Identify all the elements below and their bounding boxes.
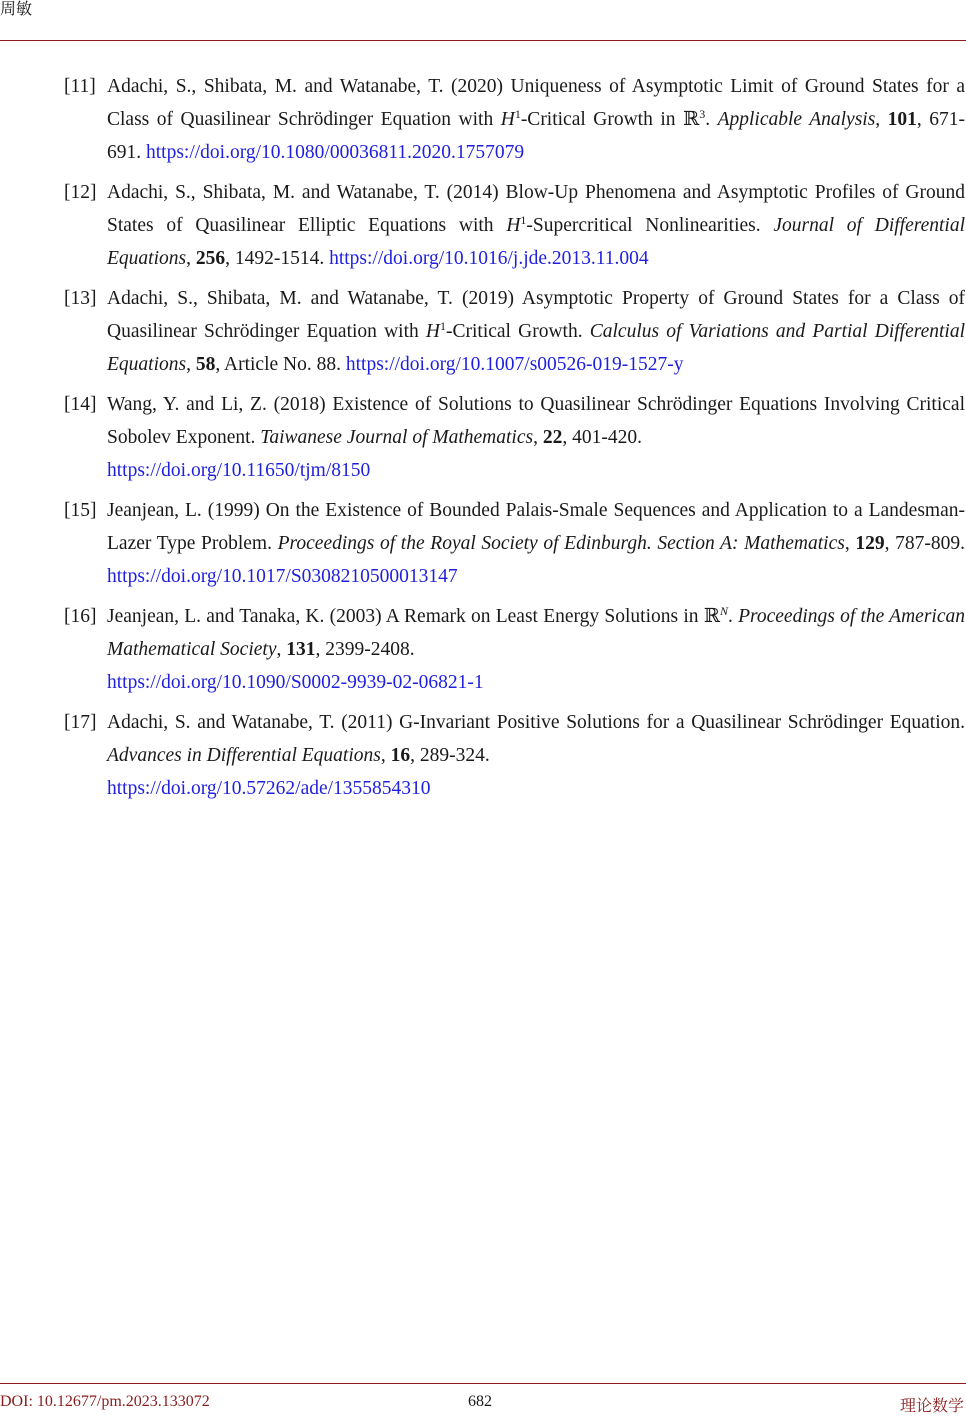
reference-item: [64, 494, 965, 593]
volume: 16: [390, 745, 411, 766]
pages: , 1492-1514.: [225, 248, 330, 269]
doi-link[interactable]: https://doi.org/10.1090/S0002-9939-02-06821-1: [107, 672, 484, 693]
reference-item: [64, 176, 965, 275]
separator: ,: [533, 427, 543, 448]
reference-label: [13]: [64, 288, 97, 309]
math-symbol: H: [425, 321, 440, 342]
math-symbol: H: [506, 215, 521, 236]
reference-item: [64, 706, 965, 805]
reference-label: [11]: [64, 76, 96, 97]
reference-text: Adachi, S., Shibata, M. and Watanabe, T. (2019) Asymptotic Property of Ground States for a Class of Quasilinear Schrödinger Equation with: [107, 288, 965, 342]
reference-body: [107, 388, 965, 487]
journal-name: Advances in Differential Equations: [107, 745, 381, 766]
superscript: 3: [699, 107, 706, 121]
separator: ,: [844, 533, 856, 554]
doi-link[interactable]: https://doi.org/10.1017/S0308210500013147: [107, 566, 458, 587]
reference-text: Adachi, S., Shibata, M. and Watanabe, T. (2020) Uniqueness of Asymptotic Limit of Ground States for a Class of Quasilinear Schrödinger Equation with: [107, 76, 965, 130]
pages: , 787-809.: [884, 533, 966, 554]
header-author: 周敏: [0, 1, 33, 18]
separator: ,: [380, 745, 391, 766]
separator: ,: [276, 639, 287, 660]
volume: 22: [542, 427, 563, 448]
reference-text: Adachi, S. and Watanabe, T. (2011) G-Invariant Positive Solutions for a Quasilinear Schrödinger Equation.: [107, 712, 965, 733]
reference-item: [64, 600, 965, 699]
reference-text: Jeanjean, L. (1999) On the Existence of Bounded Palais-Smale Sequences and Application to a Landesman-Lazer Type Problem.: [107, 500, 965, 554]
pages: , 401-420.: [562, 427, 642, 448]
footer-journal-name: 理论数学: [899, 1398, 964, 1415]
pages: , 671-691.: [107, 109, 966, 163]
reference-label: [14]: [64, 394, 97, 415]
reference-body: [107, 494, 965, 593]
reference-text: -Critical Growth in ℝ: [520, 109, 700, 130]
volume: 256: [195, 248, 226, 269]
reference-text: -Supercritical Nonlinearities.: [526, 215, 774, 236]
pages: , 289-324.: [410, 745, 490, 766]
page-footer: [0, 1383, 966, 1415]
volume: 129: [855, 533, 885, 554]
footer-doi: DOI: 10.12677/pm.2023.133072: [0, 1393, 210, 1410]
reference-body: [107, 282, 965, 381]
journal-name: Proceedings of the American Mathematical Society: [107, 606, 965, 660]
reference-item: [64, 388, 965, 487]
reference-text: .: [705, 109, 718, 130]
reference-body: [107, 176, 965, 275]
journal-name: Proceedings of the Royal Society of Edinburgh. Section A: Mathematics: [277, 533, 845, 554]
reference-label: [17]: [64, 712, 97, 733]
reference-item: [64, 70, 965, 169]
reference-text: -Critical Growth.: [446, 321, 590, 342]
reference-text: Wang, Y. and Li, Z. (2018) Existence of Solutions to Quasilinear Schrödinger Equations Involving Critical Sobolev Exponent.: [107, 394, 965, 448]
page-number: 682: [468, 1393, 492, 1410]
doi-link[interactable]: https://doi.org/10.1080/00036811.2020.1757079: [146, 142, 525, 163]
volume: 58: [195, 354, 216, 375]
separator: ,: [875, 109, 888, 130]
superscript: 1: [514, 107, 521, 121]
math-symbol: H: [500, 109, 515, 130]
reference-text: .: [727, 606, 739, 627]
journal-name: Journal of Differential Equations: [107, 215, 965, 269]
journal-name: Taiwanese Journal of Mathematics: [260, 427, 534, 448]
superscript: 1: [520, 213, 527, 227]
volume: 131: [286, 639, 316, 660]
separator: ,: [186, 354, 196, 375]
reference-body: [107, 600, 965, 699]
doi-link[interactable]: https://doi.org/10.1007/s00526-019-1527-y: [345, 354, 684, 375]
doi-link[interactable]: https://doi.org/10.57262/ade/1355854310: [107, 778, 431, 799]
doi-link[interactable]: https://doi.org/10.11650/tjm/8150: [107, 460, 371, 481]
superscript: N: [719, 604, 728, 618]
doi-link[interactable]: https://doi.org/10.1016/j.jde.2013.11.004: [329, 248, 649, 269]
reference-body: [107, 70, 965, 169]
separator: ,: [186, 248, 196, 269]
pages: , 2399-2408.: [315, 639, 415, 660]
volume: 101: [887, 109, 917, 130]
reference-label: [12]: [64, 182, 97, 203]
reference-text: Adachi, S., Shibata, M. and Watanabe, T. (2014) Blow-Up Phenomena and Asymptotic Profiles of Ground States of Quasilinear Elliptic Equations with: [107, 182, 965, 236]
page-header: [0, 0, 966, 41]
reference-body: [107, 706, 965, 805]
pages: , Article No. 88.: [215, 354, 346, 375]
reference-item: [64, 282, 965, 381]
superscript: 1: [440, 319, 446, 333]
reference-text: Jeanjean, L. and Tanaka, K. (2003) A Remark on Least Energy Solutions in ℝ: [107, 606, 720, 627]
journal-name: Applicable Analysis: [717, 109, 876, 130]
reference-list: [64, 70, 965, 812]
reference-label: [15]: [64, 500, 97, 521]
journal-name: Calculus of Variations and Partial Differential Equations: [107, 321, 965, 375]
reference-label: [16]: [64, 606, 97, 627]
